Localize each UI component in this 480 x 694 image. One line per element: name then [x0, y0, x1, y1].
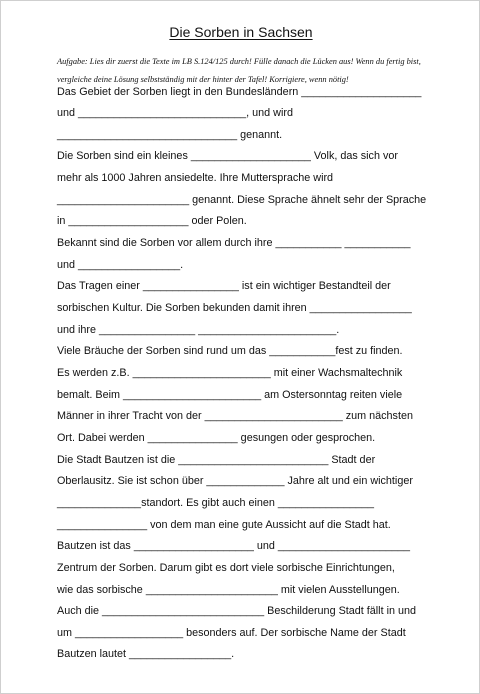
worksheet-title: Die Sorben in Sachsen — [169, 24, 313, 40]
text-line: Bekannt sind die Sorben vor allem durch ihre ___________ ___________ — [57, 237, 411, 249]
text-line: Auch die ___________________________ Beschilderung Stadt fällt in und — [57, 605, 416, 618]
text-line: Bautzen ist das ____________________ und ______________________ — [57, 540, 411, 553]
text-line: Oberlausitz. Sie ist schon über _____________ Jahre alt und ein wichtiger — [57, 475, 413, 488]
text-line: Viele Bräuche der Sorben sind rund um das ___________fest zu finden. — [57, 345, 403, 358]
text-line: und _________________. — [57, 258, 184, 271]
text-line: Ort. Dabei werden _______________ gesungen oder gesprochen. — [57, 431, 376, 444]
text-line: sorbischen Kultur. Die Sorben bekunden damit ihren _________________ — [57, 302, 412, 314]
text-line: und ____________________________, und wird — [57, 107, 293, 120]
text-line: Bautzen lautet _________________. — [57, 648, 235, 661]
text-line: Die Sorben sind ein kleines ____________________ Volk, das sich vor — [57, 150, 398, 163]
text-line: wie das sorbische ______________________ mit vielen Ausstellungen. — [57, 583, 400, 596]
text-line: ______________standort. Es gibt auch einen ________________ — [57, 496, 374, 509]
text-line: mehr als 1000 Jahren ansiedelte. Ihre Muttersprache wird — [57, 172, 334, 185]
text-line: Zentrum der Sorben. Darum gibt es dort viele sorbische Einrichtungen, — [57, 561, 395, 574]
text-line: bemalt. Beim _______________________ am Ostersonntag reiten viele — [57, 388, 403, 401]
text-line: und ihre ________________ _______________________. — [57, 323, 340, 336]
text-line: in ____________________ oder Polen. — [57, 215, 247, 228]
text-line: Es werden z.B. _______________________ mit einer Wachsmaltechnik — [57, 366, 403, 379]
text-line: ______________________________ genannt. — [57, 128, 283, 141]
text-line: Das Tragen einer ________________ ist ein wichtiger Bestandteil der — [57, 280, 391, 293]
task-instructions: Aufgabe: Lies dir zuerst die Texte im LB S.124/125 durch! Fülle danach die Lücken aus! Wenn du fertig bist, vergleiche deine Lösung selbstständig mit der hinter der Tafel! Korrigiere, wenn nötig! — [57, 57, 421, 84]
text-line: Das Gebiet der Sorben liegt in den Bundesländern ____________________ — [57, 85, 422, 98]
text-line: ______________________ genannt. Diese Sprache ähnelt sehr der Sprache — [57, 193, 427, 206]
text-line: _______________ von dem man eine gute Aussicht auf die Stadt hat. — [57, 518, 391, 531]
text-line: Männer in ihrer Tracht von der _______________________ zum nächsten — [57, 410, 413, 423]
text-line: Die Stadt Bautzen ist die _________________________ Stadt der — [57, 453, 376, 466]
text-line: um __________________ besonders auf. Der sorbische Name der Stadt — [57, 626, 406, 639]
